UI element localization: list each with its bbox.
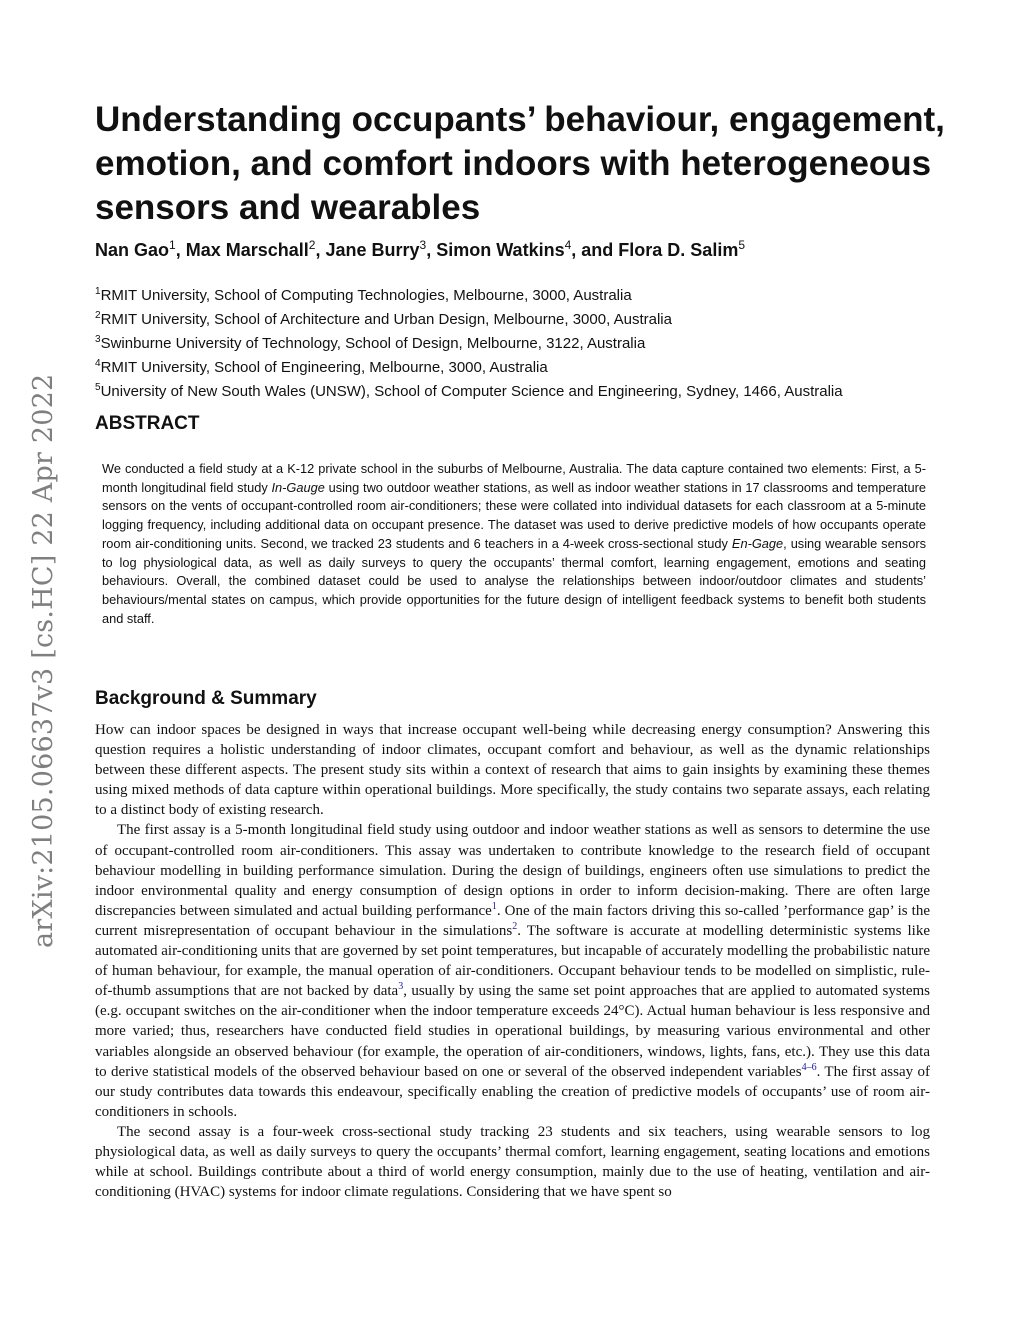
author-affil-mark: 1: [169, 238, 176, 252]
affiliation-number: 2: [95, 310, 101, 321]
study-name-in-gauge: In-Gauge: [271, 479, 325, 495]
affiliation-item: [95, 306, 955, 330]
author-affil-mark: 5: [738, 238, 746, 252]
author-list: [95, 233, 955, 262]
abstract-text: [102, 460, 926, 628]
paragraph-part: . The first assay of our study contributes data towards this endeavour, specifically enabling the creation of predictive models of occupants’ use of room air-conditioners in schools.: [95, 1063, 930, 1120]
author-name: Nan Gao: [95, 240, 170, 260]
author-separator: , and: [571, 240, 619, 260]
affiliation-number: 3: [95, 334, 101, 345]
affiliation-item: [95, 282, 955, 306]
affiliation-number: 5: [95, 382, 101, 393]
affiliation-text: RMIT University, School of Computing Technologies, Melbourne, 3000, Australia: [100, 287, 632, 304]
paragraph: The second assay is a four-week cross-sectional study tracking 23 students and six teachers, using wearable sensors to log physiological data, as well as daily surveys to query the occupants’ thermal comfort, learning engagement, seating locations and emotions while at school. Buildings contribute about a third of world energy consumption, mainly due to the use of heating, ventilation and air-conditioning (HVAC) systems for indoor climate regulations. Considering that we have spent so: [95, 1123, 930, 1201]
affiliation-item: [95, 354, 955, 378]
abstract-heading: ABSTRACT: [95, 413, 200, 434]
affiliation-list: [95, 282, 955, 402]
author-separator: ,: [175, 240, 186, 260]
section-heading-background: Background & Summary: [95, 688, 317, 709]
paragraph-part: , usually by using the same set point approaches that are applied to automated systems (e.g. occupant switches on the air-conditioner when the indoor temperature exceeds 24°C). Actual human behaviour is less responsive and more varied; thus, researchers have conducted field studies in operational buildings, by measuring various environmental and other variables alongside an observed behaviour (for example, the operation of air-conditioners, windows, lights, fans, etc.). They use this data to derive statistical models of the observed behaviour based on one or several of the observed independent variables: [95, 983, 930, 1080]
abstract-part: We conducted a field study at a K-12 private school in the suburbs of Melbourne, Australia. The data capture contained two elements: First, a 5-month longitudinal field study: [102, 461, 926, 495]
author-affil-mark: 2: [308, 238, 316, 252]
citation-link[interactable]: 4–6: [801, 1061, 817, 1073]
paragraph-part: . One of the main factors driving this so-called ’performance gap’ is the current misrepresentation of occupant behaviour in the simulations: [95, 902, 930, 939]
author-affil-mark: 4: [564, 238, 572, 252]
affiliation-number: 1: [95, 286, 101, 297]
affiliation-item: [95, 378, 955, 402]
author-separator: ,: [426, 240, 437, 260]
citation-link[interactable]: 2: [512, 920, 518, 932]
background-body: [95, 720, 930, 1202]
paragraph: [95, 820, 930, 1121]
affiliation-text: RMIT University, School of Engineering, Melbourne, 3000, Australia: [100, 359, 548, 376]
affiliation-item: [95, 330, 955, 354]
arxiv-side-stamp: arXiv:2105.06637v3 [cs.HC] 22 Apr 2022: [28, 373, 59, 948]
paragraph: How can indoor spaces be designed in ways that increase occupant well-being while decreasing energy consumption? Answering this question requires a holistic understanding of indoor climates, occupant comfort and behaviour, as well as the dynamic relationships between these different aspects. The present study sits within a context of research that aims to gain insights by examining these themes using mixed methods of data capture within operational buildings. More specifically, the study contains two separate assays, each relating to a distinct body of existing research.: [95, 722, 930, 819]
citation-link[interactable]: 3: [398, 981, 404, 993]
affiliation-text: University of New South Wales (UNSW), School of Computer Science and Engineering, Sydney, 1466, Australia: [100, 383, 843, 400]
study-name-en-gage: En-Gage: [731, 535, 784, 551]
abstract-part: using two outdoor weather stations, as well as indoor weather stations in 17 classrooms and temperature sensors on the vents of occupant-controlled room air-conditioners; these were collated into individual datasets for each classroom at a 5-minute logging frequency, including additional data on occupant presence. The dataset was used to derive predictive models of how occupants operate room air-conditioning units. Second, we tracked 23 students and 6 teachers in a 4-week cross-sectional study: [102, 479, 926, 551]
author-affil-mark: 3: [419, 238, 427, 252]
paper-title: Understanding occupants’ behaviour, engagement, emotion, and comfort indoors with heterogeneous sensors and wearables: [95, 100, 945, 227]
author-name: Flora D. Salim: [618, 240, 739, 260]
author-name: Jane Burry: [325, 240, 420, 260]
citation-link[interactable]: 1: [491, 900, 497, 912]
author-name: Simon Watkins: [436, 240, 565, 260]
paragraph-part: . The software is accurate at modelling deterministic systems like automated air-conditioning units that are governed by set point temperatures, but incapable of accurately modelling the probabilistic nature of human behaviour, for example, the manual operation of air-conditioners. Occupant behaviour tends to be modelled on simplistic, rule-of-thumb assumptions that are not backed by data: [95, 922, 930, 1000]
affiliation-text: Swinburne University of Technology, School of Design, Melbourne, 3122, Australia: [100, 335, 646, 352]
author-separator: ,: [315, 240, 326, 260]
affiliation-number: 4: [95, 358, 101, 369]
affiliation-text: RMIT University, School of Architecture and Urban Design, Melbourne, 3000, Australia: [100, 311, 672, 328]
paragraph-part: The first assay is a 5-month longitudinal field study using outdoor and indoor weather stations as well as sensors to determine the use of occupant-controlled room air-conditioners. This assay was undertaken to contribute knowledge to the research field of occupant behaviour modelling in building performance simulation. During the design of buildings, engineers often use simulations to predict the indoor environmental quality and energy consumption of design options in order to inform decision-making. There are often large discrepancies between simulated and actual building performance: [95, 822, 930, 919]
author-name: Max Marschall: [185, 240, 309, 260]
abstract-part: , using wearable sensors to log physiological data, as well as daily surveys to query the occupants’ thermal comfort, learning engagement, emotions and seating behaviours. Overall, the combined dataset could be used to analyse the relationships between indoor/outdoor climates and students’ behaviours/mental states on campus, which provide opportunities for the future design of intelligent feedback systems to benefit both students and staff.: [102, 535, 926, 626]
